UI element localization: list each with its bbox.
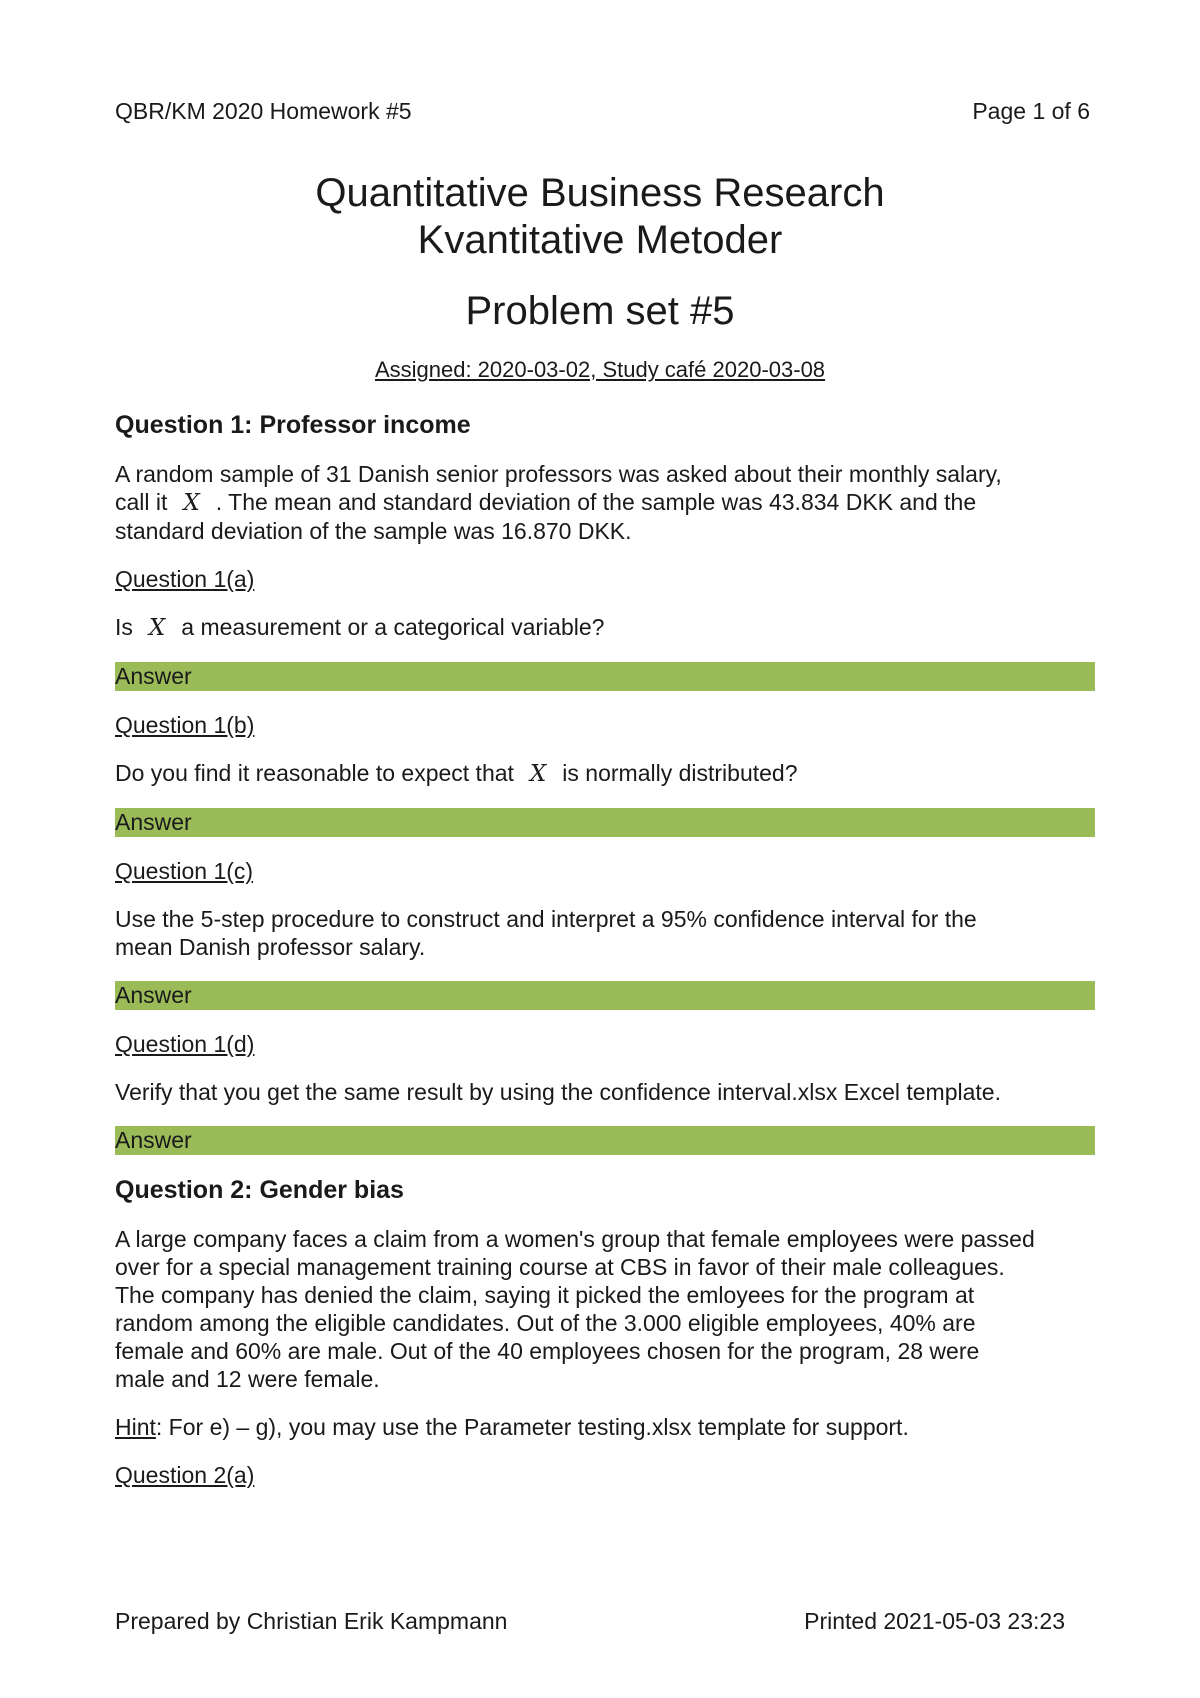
question-2-heading: Question 2: Gender bias: [115, 1176, 404, 1204]
main-content: [115, 410, 1095, 1489]
question-1b-label: Question 1(b): [115, 712, 255, 738]
variable-x: X: [529, 761, 547, 787]
question-1a-text: Is X a measurement or a categorical variable?: [115, 614, 605, 641]
answer-bar-1a: Answer: [115, 662, 1095, 691]
question-2-hint: Hint: For e) – g), you may use the Parameter testing.xlsx template for support.: [115, 1414, 909, 1440]
variable-x: X: [183, 490, 200, 516]
hint-label: Hint: [115, 1414, 156, 1440]
footer-author: Prepared by Christian Erik Kampmann: [115, 1608, 508, 1634]
variable-x: X: [148, 615, 166, 641]
question-1c-text: Use the 5-step procedure to construct and interpret a 95% confidence interval for the mean Danish professor salary.: [115, 906, 977, 960]
problem-set-title: Problem set #5: [465, 289, 735, 333]
header-page-number: Page 1 of 6: [972, 98, 1090, 124]
question-1d-label: Question 1(d): [115, 1031, 255, 1057]
answer-bar-1d: Answer: [115, 1126, 1095, 1155]
assigned-dates: Assigned: 2020-03-02, Study café 2020-03-08: [374, 357, 826, 382]
question-1d-text: Verify that you get the same result by using the confidence interval.xlsx Excel template.: [115, 1079, 1001, 1105]
question-1c-label: Question 1(c): [115, 858, 254, 884]
question-2a-label: Question 2(a): [115, 1462, 255, 1488]
document-subtitle: Kvantitative Metoder: [417, 218, 783, 262]
header-course: QBR/KM 2020 Homework #5: [115, 98, 412, 124]
title-block: [0, 170, 1200, 383]
answer-bar-1c: Answer: [115, 981, 1095, 1010]
question-1a-label: Question 1(a): [115, 566, 255, 592]
question-1b-text: Do you find it reasonable to expect that X is normally distributed?: [115, 760, 798, 787]
question-1-heading: Question 1: Professor income: [115, 411, 471, 439]
question-2-intro: A large company faces a claim from a women's group that female employees were passed over for a special management training course at CBS in favor of their male colleagues. The company has denied the claim, saying it picked the emloyees for the program at random among the eligible candidates. Out of the 3.000 eligible employees, 40% are female and 60% are male. Out of the 40 employees chosen for the program, 28 were male and 12 were female.: [115, 1226, 1035, 1392]
answer-bar-1b: Answer: [115, 808, 1095, 837]
footer-print-date: Printed 2021-05-03 23:23: [804, 1608, 1065, 1634]
question-1-intro: A random sample of 31 Danish senior professors was asked about their monthly salary, call it X . The mean and standard deviation of the sample was 43.834 DKK and the standard deviation of the sample was 16.870 DKK.: [115, 461, 1002, 544]
document-title: Quantitative Business Research: [315, 171, 885, 215]
